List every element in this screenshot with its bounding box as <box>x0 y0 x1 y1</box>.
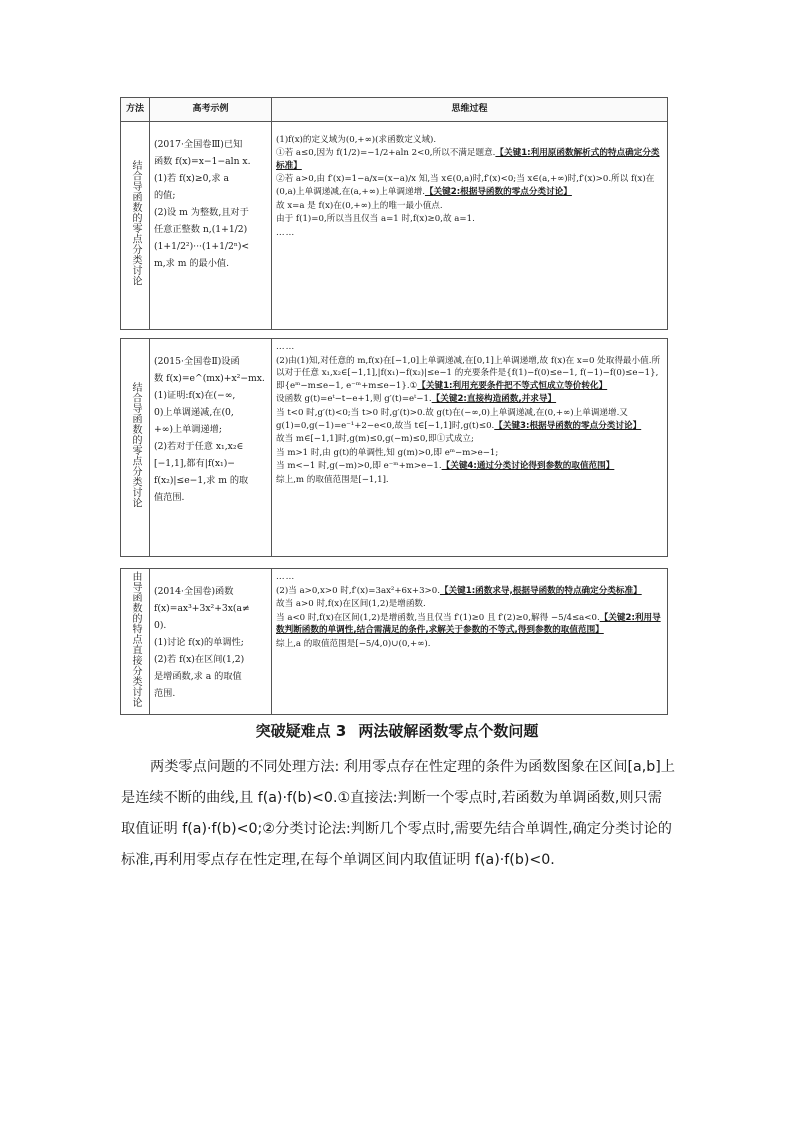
example-line: (1+1/2²)···(1+1/2ⁿ)< <box>154 240 250 252</box>
process-step: …… <box>276 227 296 238</box>
example-line: 数 f(x)=e^(mx)+x²−mx. <box>154 373 265 384</box>
key-note: 【关键3:根据导函数的零点分类讨论】 <box>494 420 642 431</box>
table-row <box>121 121 668 329</box>
key-note: 【关键2:直接构造函数,并求导】 <box>431 394 557 405</box>
process-step: 当 t<0 时,g′(t)<0;当 t>0 时,g′(t)>0.故 g(t)在(−∞,0)上单调递减,在(0,+∞)上单调递增.又 g(1)=0,g(−1)=e⁻¹+2−e<0,故当 t∈[−1,1]时,g(t)≤0.【关键3:根据导函数的零点分类讨论】 <box>276 407 642 431</box>
key-note: 【关键2:根据导函数的零点分类讨论】 <box>424 186 572 197</box>
table-example-2015 <box>120 338 668 557</box>
process-step: 当 m>1 时,由 g(t)的单调性,知 g(m)>0,即 eᵐ−m>e−1; <box>276 447 499 458</box>
key-note: 【关键4:通过分类讨论得到参数的取值范围】 <box>441 461 615 472</box>
example-line: 值范围. <box>154 492 185 503</box>
example-line: (2014·全国卷)函数 <box>154 586 234 597</box>
example-cell <box>150 339 272 557</box>
example-line: f(x)=ax³+3x²+3x(a≠ <box>154 603 250 614</box>
section-paragraph <box>121 752 676 876</box>
process-step: (2)当 a>0,x>0 时,f′(x)=3ax²+6x+3>0.【关键1:函数求导,根据导函数的特点确定分类标准】 <box>276 585 642 596</box>
example-cell <box>150 569 272 715</box>
process-step: 综上,m 的取值范围是[−1,1]. <box>276 474 389 485</box>
key-note: 【关键1:利用充要条件把不等式恒成立等价转化】 <box>417 380 608 391</box>
example-line: [−1,1],都有|f(x₁)− <box>154 458 236 469</box>
example-line: 函数 f(x)=x−1−aln x. <box>154 155 251 167</box>
example-line: 是增函数,求 a 的取值 <box>154 671 242 682</box>
process-step: 由于 f(1)=0,所以当且仅当 a=1 时,f(x)≥0,故 a=1. <box>276 214 475 225</box>
example-line: (2)若对于任意 x₁,x₂∈ <box>154 441 244 452</box>
example-line: (1)讨论 f(x)的单调性; <box>154 637 244 648</box>
process-step: 故 x=a 是 f(x)在(0,+∞)上的唯一最小值点. <box>276 200 443 211</box>
process-step: 当 a<0 时,f(x)在区间(1,2)是增函数,当且仅当 f′(1)≥0 且 f′(2)≥0,解得 −5/4≤a<0.【关键2:利用导数判断函数的单调性,结合需满足的条件,求解关于参数的不等式,得到参数的取值范围】 <box>276 612 661 636</box>
method-label: 结合导函数的零点分类讨论 <box>130 159 141 286</box>
process-cell <box>272 569 668 715</box>
example-line: 的值; <box>154 189 176 201</box>
section-title: 两法破解函数零点个数问题 <box>358 722 539 740</box>
section-heading <box>0 720 794 741</box>
key-note: 【关键2:利用导数判断函数的单调性,结合需满足的条件,求解关于参数的不等式,得到参数的取值范围】 <box>276 612 661 636</box>
key-note: 【关键1:利用原函数解析式的特点确定分类标准】 <box>276 148 660 171</box>
process-step: 设函数 g(t)=eᵗ−t−e+1,则 g′(t)=eᵗ−1.【关键2:直接构造函数,并求导】 <box>276 394 557 405</box>
example-cell <box>150 121 272 329</box>
header-process: 思维过程 <box>272 98 668 122</box>
example-line: 0)上单调递减,在(0, <box>154 407 234 418</box>
key-note: 【关键1:函数求导,根据导函数的特点确定分类标准】 <box>439 585 642 596</box>
method-label: 由导函数的特点直接分类讨论 <box>130 571 141 708</box>
table-example-2014 <box>120 568 668 715</box>
table-example-2017 <box>120 97 668 330</box>
example-line: (2)若 f(x)在区间(1,2) <box>154 654 245 665</box>
header-example: 高考示例 <box>150 98 272 122</box>
example-line: (2)设 m 为整数,且对于 <box>154 206 249 218</box>
example-line: (1)若 f(x)≥0,求 a <box>154 172 229 184</box>
process-step: 综上,a 的取值范围是[−5/4,0)∪(0,+∞). <box>276 638 431 649</box>
example-line: (2015·全国卷Ⅱ)设函 <box>154 356 240 367</box>
process-step: 故当 m∈[−1,1]时,g(m)≤0,g(−m)≤0,即①式成立; <box>276 434 474 445</box>
process-step: ①若 a≤0,因为 f(1/2)=−1/2+aln 2<0,所以不满足题意.【关键1:利用原函数解析式的特点确定分类标准】 <box>276 148 660 171</box>
table-header-row <box>121 98 668 122</box>
example-line: (2017·全国卷Ⅲ)已知 <box>154 138 243 150</box>
example-line: +∞)上单调递增; <box>154 424 222 435</box>
process-step: …… <box>276 572 296 582</box>
example-line: f(x₂)|≤e−1,求 m 的取 <box>154 475 249 486</box>
table-row <box>121 339 668 557</box>
example-line: (1)证明:f(x)在(−∞, <box>154 390 236 401</box>
header-method: 方法 <box>121 98 150 122</box>
process-step: …… <box>276 342 296 352</box>
process-cell <box>272 121 668 329</box>
process-step: (1)f(x)的定义域为(0,+∞)(求函数定义域). <box>276 134 437 145</box>
process-step: ②若 a>0,由 f′(x)=1−a/x=(x−a)/x 知,当 x∈(0,a)时,f′(x)<0;当 x∈(a,+∞)时,f′(x)>0.所以 f(x)在(0,a)上单调递减,在(a,+∞)上单调递增.【关键2:根据导函数的零点分类讨论】 <box>276 174 655 197</box>
example-line: 范围. <box>154 688 176 699</box>
process-step: (2)由(1)知,对任意的 m,f(x)在[−1,0]上单调递减,在[0,1]上单调递增,故 f(x)在 x=0 处取得最小值.所以对于任意 x₁,x₂∈[−1,1],|f(x₁)−f(x₂)|≤e−1 的充要条件是{f(1)−f(0)≤e−1, f(−1)−f(0)≤e−1},即{eᵐ−m≤e−1, e⁻ᵐ+m≤e−1}.①【关键1:利用充要条件把不等式恒成立等价转化】 <box>276 355 661 391</box>
paragraph-text: 两类零点问题的不同处理方法: 利用零点存在性定理的条件为函数图象在区间[a,b]上是连续不断的曲线,且 f(a)·f(b)<0.①直接法:判断一个零点时,若函数为单调函数,则只需取值证明 f(a)·f(b)<0;②分类讨论法:判断几个零点时,需要先结合单调性,确定分类讨论的标准,再利用零点存在性定理,在每个单调区间内取值证明 f(a)·f(b)<0. <box>121 759 675 868</box>
table-row <box>121 569 668 715</box>
process-step: 故当 a>0 时,f(x)在区间(1,2)是增函数. <box>276 599 426 610</box>
example-line: 任意正整数 n,(1+1/2) <box>154 223 248 235</box>
example-line: 0). <box>154 620 167 631</box>
process-cell <box>272 339 668 557</box>
example-line: m,求 m 的最小值. <box>154 257 230 269</box>
process-step: 当 m<−1 时,g(−m)>0,即 e⁻ᵐ+m>e−1.【关键4:通过分类讨论得到参数的取值范围】 <box>276 461 615 472</box>
section-label: 突破疑难点 3 <box>255 722 347 740</box>
method-label: 结合导函数的零点分类讨论 <box>130 382 141 509</box>
